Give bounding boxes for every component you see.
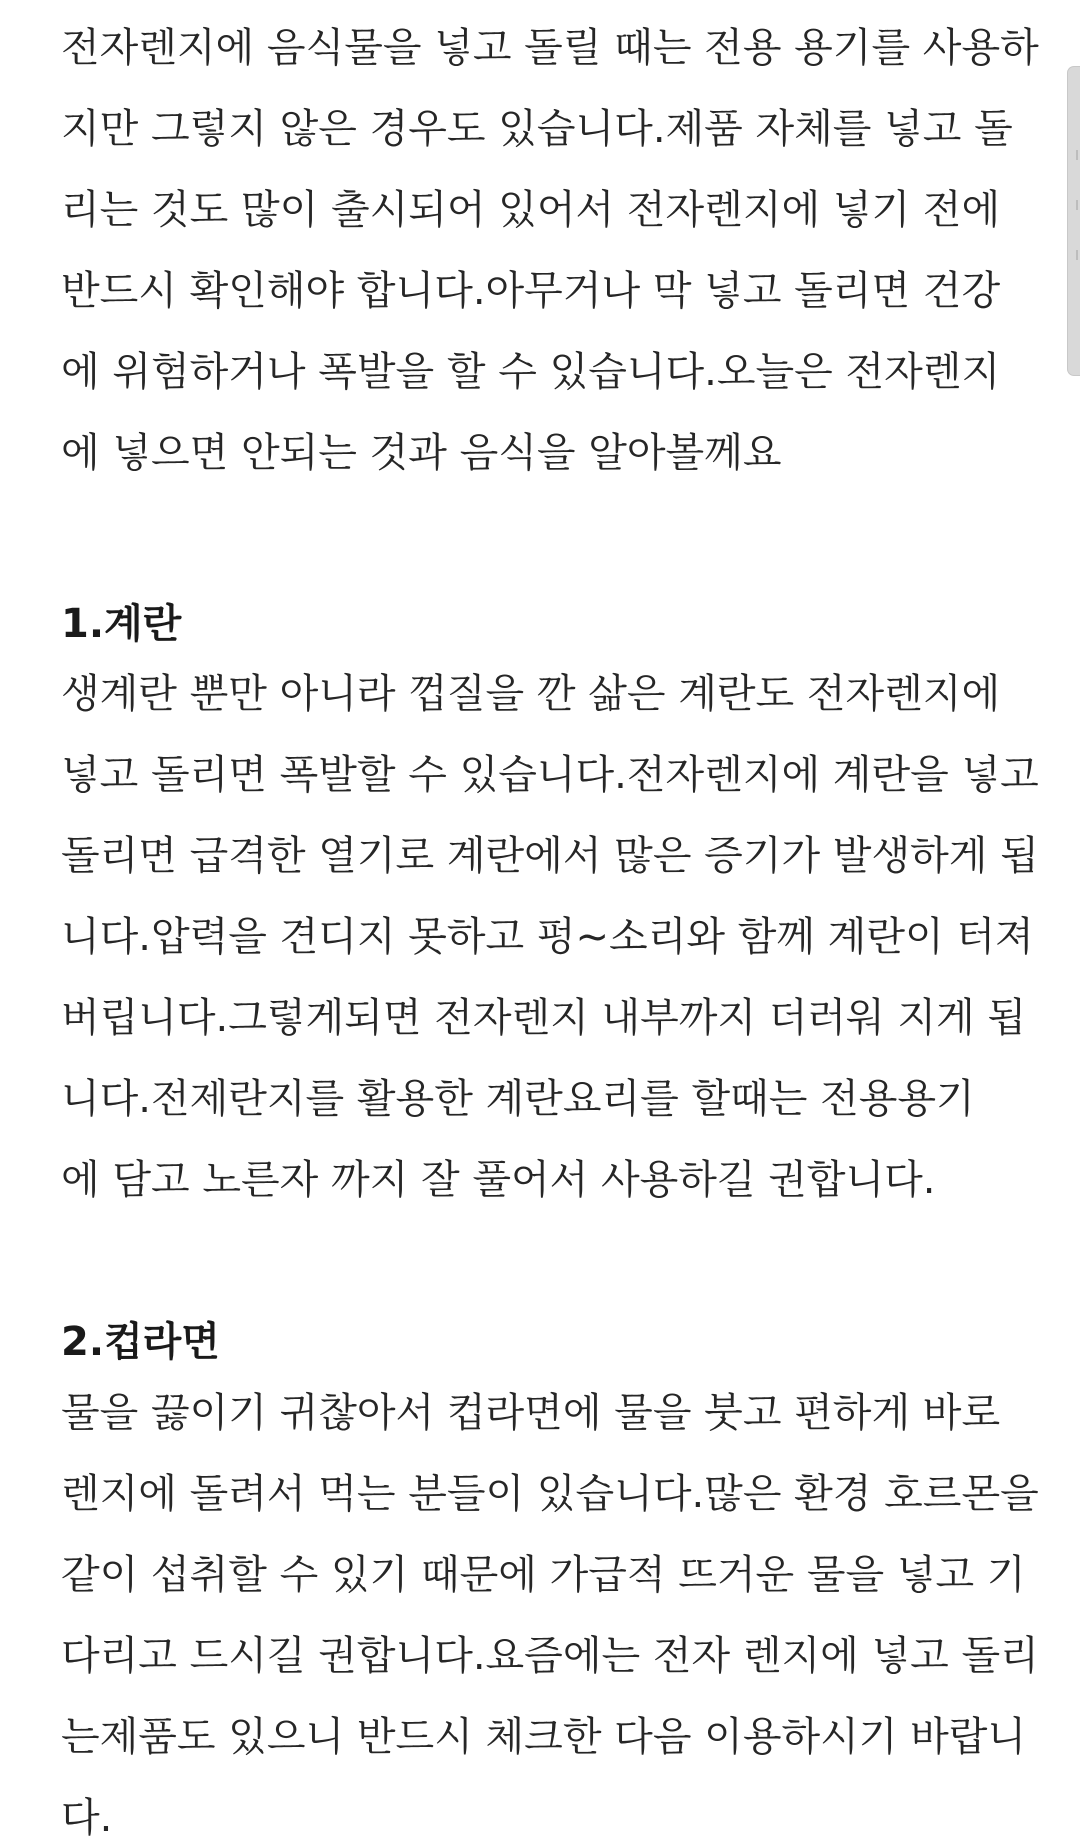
intro-line: 에 넣으면 안되는 것과 음식을 알아볼께요 — [61, 430, 782, 476]
scrollbar-tick — [1076, 200, 1078, 210]
section-line: 에 담고 노른자 까지 잘 풀어서 사용하길 권합니다. — [61, 1157, 936, 1203]
intro-line: 전자렌지에 음식물을 넣고 돌릴 때는 전용 용기를 사용하 — [61, 25, 1039, 71]
section-heading: 2.컵라면 — [61, 1319, 220, 1365]
intro-line: 에 위험하거나 폭발을 할 수 있습니다.오늘은 전자렌지 — [61, 349, 1001, 395]
section-line: 같이 섭취할 수 있기 때문에 가급적 뜨거운 물을 넣고 기 — [61, 1552, 1026, 1598]
scrollbar-tick — [1076, 250, 1078, 260]
section-line: 물을 끓이기 귀찮아서 컵라면에 물을 붓고 편하게 바로 — [61, 1390, 1001, 1436]
section-line: 넣고 돌리면 폭발할 수 있습니다.전자렌지에 계란을 넣고 — [61, 752, 1039, 798]
section-line: 생계란 뿐만 아니라 껍질을 깐 삶은 계란도 전자렌지에 — [61, 671, 1001, 717]
scrollbar-thumb[interactable] — [1067, 66, 1080, 376]
section-line: 다. — [61, 1795, 113, 1841]
section-line: 렌지에 돌려서 먹는 분들이 있습니다.많은 환경 호르몬을 — [61, 1471, 1039, 1517]
intro-line: 반드시 확인해야 합니다.아무거나 막 넣고 돌리면 건강 — [61, 268, 1001, 314]
section-line: 니다.전제란지를 활용한 계란요리를 할때는 전용용기 — [61, 1076, 975, 1122]
scrollbar-tick — [1076, 150, 1078, 160]
section-line: 니다.압력을 견디지 못하고 펑~소리와 함께 계란이 터져 — [61, 914, 1034, 960]
intro-line: 지만 그렇지 않은 경우도 있습니다.제품 자체를 넣고 돌 — [61, 106, 1013, 152]
intro-line: 리는 것도 많이 출시되어 있어서 전자렌지에 넣기 전에 — [61, 187, 1001, 233]
section-line: 돌리면 급격한 열기로 계란에서 많은 증기가 발생하게 됩 — [61, 833, 1039, 879]
section-line: 다리고 드시길 권합니다.요즘에는 전자 렌지에 넣고 돌리 — [61, 1633, 1039, 1679]
section-heading: 1.계란 — [61, 601, 182, 647]
section-line: 는제품도 있으니 반드시 체크한 다음 이용하시기 바랍니 — [61, 1714, 1027, 1760]
section-line: 버립니다.그렇게되면 전자렌지 내부까지 더러워 지게 됩 — [61, 995, 1027, 1041]
